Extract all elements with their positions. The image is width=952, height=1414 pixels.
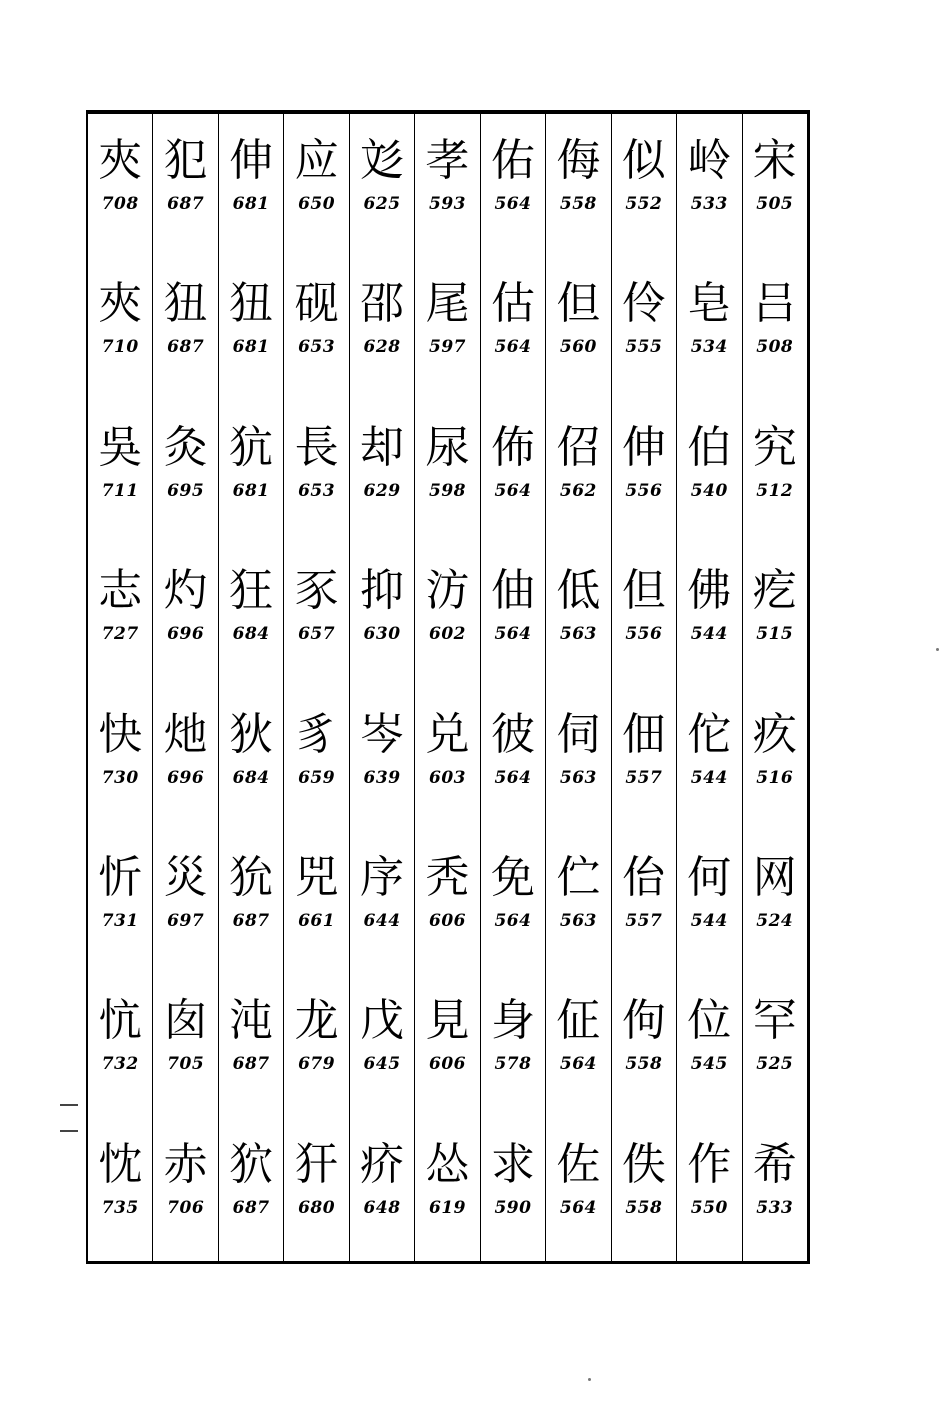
entry-page-number: 680	[298, 1197, 336, 1218]
entry-character: 佈	[490, 421, 535, 473]
index-entry	[219, 974, 283, 1117]
entry-character: 免	[490, 851, 535, 903]
entry-page-number: 533	[690, 194, 728, 214]
entry-character: 囱	[163, 995, 208, 1047]
entry-character: 网	[752, 851, 797, 903]
index-entry	[677, 544, 741, 687]
scan-speck	[936, 648, 939, 651]
entry-page-number: 564	[559, 1197, 597, 1218]
entry-page-number: 730	[101, 767, 139, 788]
entry-page-number: 533	[756, 1197, 794, 1218]
entry-character: 邵	[360, 278, 405, 330]
index-entry	[677, 831, 741, 974]
entry-character: 狄	[229, 708, 274, 760]
index-entry	[88, 257, 152, 400]
entry-page-number: 558	[625, 1197, 663, 1218]
index-entry	[677, 974, 741, 1117]
entry-character: 犴	[294, 1138, 339, 1190]
index-entry	[284, 974, 348, 1117]
entry-page-number: 516	[756, 767, 794, 788]
index-entry	[219, 688, 283, 831]
index-column	[88, 114, 153, 1261]
entry-character: 伯	[687, 421, 732, 473]
index-entry	[350, 257, 414, 400]
entry-character: 伸	[621, 421, 666, 473]
entry-page-number: 508	[756, 337, 794, 358]
entry-page-number: 659	[298, 767, 336, 788]
margin-mark	[60, 1130, 78, 1132]
entry-character: 忱	[98, 1138, 143, 1190]
entry-character: 戊	[360, 995, 405, 1047]
index-entry	[415, 1118, 479, 1261]
entry-character: 抑	[360, 565, 405, 617]
entry-page-number: 564	[494, 194, 532, 214]
entry-page-number: 564	[494, 910, 532, 931]
index-entry	[612, 688, 676, 831]
entry-page-number: 684	[232, 767, 270, 788]
entry-page-number: 630	[363, 624, 401, 645]
index-column	[546, 114, 611, 1261]
entry-character: 忻	[98, 851, 143, 903]
entry-page-number: 525	[756, 1054, 794, 1075]
entry-page-number: 512	[756, 480, 794, 501]
index-entry	[350, 1118, 414, 1261]
entry-page-number: 564	[494, 480, 532, 501]
entry-page-number: 661	[298, 910, 336, 931]
entry-character: 快	[98, 708, 143, 760]
entry-page-number: 603	[428, 767, 466, 788]
entry-character: 伷	[490, 565, 535, 617]
index-entry	[284, 401, 348, 544]
entry-character: 皂	[687, 278, 732, 330]
index-entry	[743, 257, 807, 400]
index-entry	[415, 974, 479, 1117]
entry-page-number: 653	[298, 480, 336, 501]
entry-character: 砚	[294, 278, 339, 330]
index-entry	[481, 257, 545, 400]
index-entry	[415, 544, 479, 687]
entry-page-number: 650	[298, 194, 336, 214]
index-entry	[350, 401, 414, 544]
entry-page-number: 687	[167, 194, 205, 214]
entry-character: 但	[556, 278, 601, 330]
entry-page-number: 564	[559, 1054, 597, 1075]
entry-page-number: 598	[428, 480, 466, 501]
index-entry	[743, 114, 807, 257]
index-entry	[743, 831, 807, 974]
index-entry	[546, 257, 610, 400]
entry-page-number: 550	[690, 1197, 728, 1218]
index-entry	[546, 114, 610, 257]
entry-character: 佗	[687, 708, 732, 760]
entry-character: 应	[294, 135, 339, 186]
index-entry	[743, 1118, 807, 1261]
entry-character: 長	[294, 421, 339, 473]
index-entry	[481, 831, 545, 974]
index-entry	[219, 831, 283, 974]
entry-character: 低	[556, 565, 601, 617]
entry-character: 尾	[425, 278, 470, 330]
entry-character: 吳	[98, 421, 143, 473]
entry-character: 夾	[98, 135, 143, 186]
index-entry	[350, 688, 414, 831]
index-entry	[88, 544, 152, 687]
index-entry	[743, 688, 807, 831]
entry-character: 沌	[229, 995, 274, 1047]
index-entry	[284, 831, 348, 974]
entry-character: 佝	[621, 995, 666, 1047]
index-entry	[546, 544, 610, 687]
entry-page-number: 687	[232, 1054, 270, 1075]
entry-page-number: 629	[363, 480, 401, 501]
entry-character: 彣	[360, 135, 405, 186]
entry-character: 狃	[229, 278, 274, 330]
entry-page-number: 534	[690, 337, 728, 358]
entry-character: 兑	[425, 708, 470, 760]
index-entry	[481, 1118, 545, 1261]
entry-character: 佛	[687, 565, 732, 617]
entry-page-number: 606	[428, 1054, 466, 1075]
index-column	[415, 114, 480, 1261]
entry-character: 汸	[425, 565, 470, 617]
entry-character: 龙	[294, 995, 339, 1047]
entry-page-number: 628	[363, 337, 401, 358]
entry-character: 但	[621, 565, 666, 617]
entry-page-number: 731	[101, 910, 139, 931]
entry-character: 求	[490, 1138, 535, 1190]
entry-character: 狂	[229, 565, 274, 617]
index-column	[219, 114, 284, 1261]
entry-page-number: 684	[232, 624, 270, 645]
entry-page-number: 619	[428, 1197, 466, 1218]
entry-page-number: 597	[428, 337, 466, 358]
entry-character: 岭	[687, 135, 732, 186]
entry-character: 伺	[556, 708, 601, 760]
index-column	[284, 114, 349, 1261]
index-entry	[219, 257, 283, 400]
entry-page-number: 544	[690, 910, 728, 931]
entry-page-number: 645	[363, 1054, 401, 1075]
index-entry	[350, 831, 414, 974]
entry-page-number: 556	[625, 624, 663, 645]
entry-page-number: 556	[625, 480, 663, 501]
entry-character: 伸	[229, 135, 274, 186]
entry-page-number: 555	[625, 337, 663, 358]
index-entry	[415, 114, 479, 257]
index-column	[612, 114, 677, 1261]
index-entry	[612, 974, 676, 1117]
entry-page-number: 606	[428, 910, 466, 931]
entry-character: 狃	[163, 278, 208, 330]
scan-speck	[588, 1378, 591, 1381]
entry-character: 佐	[556, 1138, 601, 1190]
entry-character: 侮	[556, 135, 601, 186]
index-entry	[677, 688, 741, 831]
entry-page-number: 563	[559, 767, 597, 788]
entry-page-number: 544	[690, 767, 728, 788]
index-entry	[88, 974, 152, 1117]
index-column	[153, 114, 218, 1261]
entry-character: 灺	[163, 708, 208, 760]
entry-character: 孝	[425, 135, 470, 186]
entry-page-number: 644	[363, 910, 401, 931]
entry-page-number: 708	[101, 194, 139, 214]
entry-page-number: 564	[494, 767, 532, 788]
index-entry	[153, 688, 217, 831]
index-entry	[546, 1118, 610, 1261]
index-entry	[219, 401, 283, 544]
entry-page-number: 578	[494, 1054, 532, 1075]
entry-page-number: 563	[559, 910, 597, 931]
entry-character: 疙	[752, 565, 797, 617]
entry-page-number: 705	[167, 1054, 205, 1075]
entry-page-number: 681	[232, 194, 270, 214]
index-entry	[612, 401, 676, 544]
entry-page-number: 552	[625, 194, 663, 214]
index-entry	[481, 401, 545, 544]
index-entry	[284, 544, 348, 687]
index-entry	[546, 688, 610, 831]
character-index-table	[86, 110, 810, 1264]
index-entry	[481, 688, 545, 831]
entry-page-number: 515	[756, 624, 794, 645]
entry-character: 何	[687, 851, 732, 903]
entry-character: 佚	[621, 1138, 666, 1190]
entry-character: 尿	[425, 421, 470, 473]
entry-page-number: 558	[625, 1054, 663, 1075]
entry-page-number: 735	[101, 1197, 139, 1218]
index-entry	[88, 831, 152, 974]
entry-character: 伫	[556, 851, 601, 903]
index-entry	[677, 114, 741, 257]
index-column	[481, 114, 546, 1261]
entry-page-number: 687	[232, 910, 270, 931]
entry-character: 罕	[752, 995, 797, 1047]
entry-page-number: 564	[494, 624, 532, 645]
margin-mark	[60, 1104, 78, 1106]
index-entry	[415, 401, 479, 544]
index-entry	[219, 114, 283, 257]
entry-page-number: 696	[167, 624, 205, 645]
entry-page-number: 706	[167, 1197, 205, 1218]
entry-character: 序	[360, 851, 405, 903]
entry-page-number: 681	[232, 337, 270, 358]
entry-character: 吕	[752, 278, 797, 330]
index-entry	[153, 1118, 217, 1261]
index-entry	[88, 401, 152, 544]
entry-character: 佁	[621, 851, 666, 903]
entry-character: 怂	[425, 1138, 470, 1190]
index-entry	[153, 114, 217, 257]
entry-page-number: 695	[167, 480, 205, 501]
entry-page-number: 625	[363, 194, 401, 214]
index-entry	[153, 401, 217, 544]
entry-page-number: 557	[625, 767, 663, 788]
entry-page-number: 590	[494, 1197, 532, 1218]
entry-page-number: 679	[298, 1054, 336, 1075]
index-entry	[677, 257, 741, 400]
index-entry	[743, 974, 807, 1117]
entry-character: 岑	[360, 708, 405, 760]
entry-page-number: 657	[298, 624, 336, 645]
index-entry	[677, 1118, 741, 1261]
index-entry	[612, 114, 676, 257]
index-entry	[219, 1118, 283, 1261]
entry-character: 佂	[556, 995, 601, 1047]
entry-character: 作	[687, 1138, 732, 1190]
index-entry	[546, 401, 610, 544]
entry-character: 疚	[752, 708, 797, 760]
entry-character: 希	[752, 1138, 797, 1190]
index-entry	[546, 974, 610, 1117]
index-entry	[153, 544, 217, 687]
index-entry	[612, 257, 676, 400]
index-entry	[284, 1118, 348, 1261]
entry-page-number: 732	[101, 1054, 139, 1075]
index-entry	[284, 257, 348, 400]
index-entry	[153, 831, 217, 974]
entry-page-number: 558	[559, 194, 597, 214]
index-entry	[612, 544, 676, 687]
entry-character: 伶	[621, 278, 666, 330]
entry-character: 秃	[425, 851, 470, 903]
index-entry	[481, 974, 545, 1117]
index-entry	[415, 688, 479, 831]
entry-character: 佃	[621, 708, 666, 760]
entry-character: 彼	[490, 708, 535, 760]
entry-character: 赤	[163, 1138, 208, 1190]
entry-character: 犺	[229, 421, 274, 473]
entry-page-number: 697	[167, 910, 205, 931]
index-entry	[153, 257, 217, 400]
index-column	[677, 114, 742, 1261]
entry-page-number: 602	[428, 624, 466, 645]
entry-page-number: 540	[690, 480, 728, 501]
entry-page-number: 544	[690, 624, 728, 645]
entry-character: 位	[687, 995, 732, 1047]
entry-page-number: 687	[232, 1197, 270, 1218]
entry-page-number: 562	[559, 480, 597, 501]
index-column	[743, 114, 807, 1261]
index-entry	[350, 544, 414, 687]
entry-page-number: 648	[363, 1197, 401, 1218]
entry-character: 究	[752, 421, 797, 473]
entry-page-number: 639	[363, 767, 401, 788]
entry-character: 疥	[360, 1138, 405, 1190]
index-entry	[350, 114, 414, 257]
index-entry	[284, 688, 348, 831]
index-entry	[219, 544, 283, 687]
index-entry	[612, 1118, 676, 1261]
entry-character: 狖	[229, 1138, 274, 1190]
entry-character: 忼	[98, 995, 143, 1047]
entry-character: 夾	[98, 278, 143, 330]
entry-character: 災	[163, 851, 208, 903]
entry-page-number: 524	[756, 910, 794, 931]
entry-character: 宋	[752, 135, 797, 186]
entry-page-number: 727	[101, 624, 139, 645]
index-entry	[481, 114, 545, 257]
entry-page-number: 687	[167, 337, 205, 358]
entry-page-number: 696	[167, 767, 205, 788]
index-entry	[88, 114, 152, 257]
entry-character: 身	[490, 995, 535, 1047]
entry-character: 灸	[163, 421, 208, 473]
entry-character: 兕	[294, 851, 339, 903]
index-entry	[153, 974, 217, 1117]
index-entry	[350, 974, 414, 1117]
entry-page-number: 505	[756, 194, 794, 214]
entry-character: 志	[98, 565, 143, 617]
index-entry	[88, 1118, 152, 1261]
entry-character: 豕	[294, 565, 339, 617]
entry-character: 見	[425, 995, 470, 1047]
entry-character: 却	[360, 421, 405, 473]
entry-page-number: 564	[494, 337, 532, 358]
entry-page-number: 593	[428, 194, 466, 214]
index-entry	[743, 401, 807, 544]
entry-page-number: 681	[232, 480, 270, 501]
entry-character: 估	[490, 278, 535, 330]
index-entry	[88, 688, 152, 831]
index-entry	[546, 831, 610, 974]
index-entry	[612, 831, 676, 974]
entry-page-number: 710	[101, 337, 139, 358]
entry-character: 佑	[490, 135, 535, 186]
index-entry	[415, 257, 479, 400]
entry-character: 犯	[163, 135, 208, 186]
index-entry	[415, 831, 479, 974]
entry-page-number: 563	[559, 624, 597, 645]
index-entry	[677, 401, 741, 544]
entry-page-number: 711	[101, 480, 139, 501]
entry-page-number: 560	[559, 337, 597, 358]
entry-page-number: 557	[625, 910, 663, 931]
entry-page-number: 545	[690, 1054, 728, 1075]
entry-page-number: 653	[298, 337, 336, 358]
entry-character: 狁	[229, 851, 274, 903]
index-entry	[284, 114, 348, 257]
index-entry	[743, 544, 807, 687]
entry-character: 佋	[556, 421, 601, 473]
entry-character: 豸	[294, 708, 339, 760]
index-entry	[481, 544, 545, 687]
entry-character: 似	[621, 135, 666, 186]
index-column	[350, 114, 415, 1261]
entry-character: 灼	[163, 565, 208, 617]
